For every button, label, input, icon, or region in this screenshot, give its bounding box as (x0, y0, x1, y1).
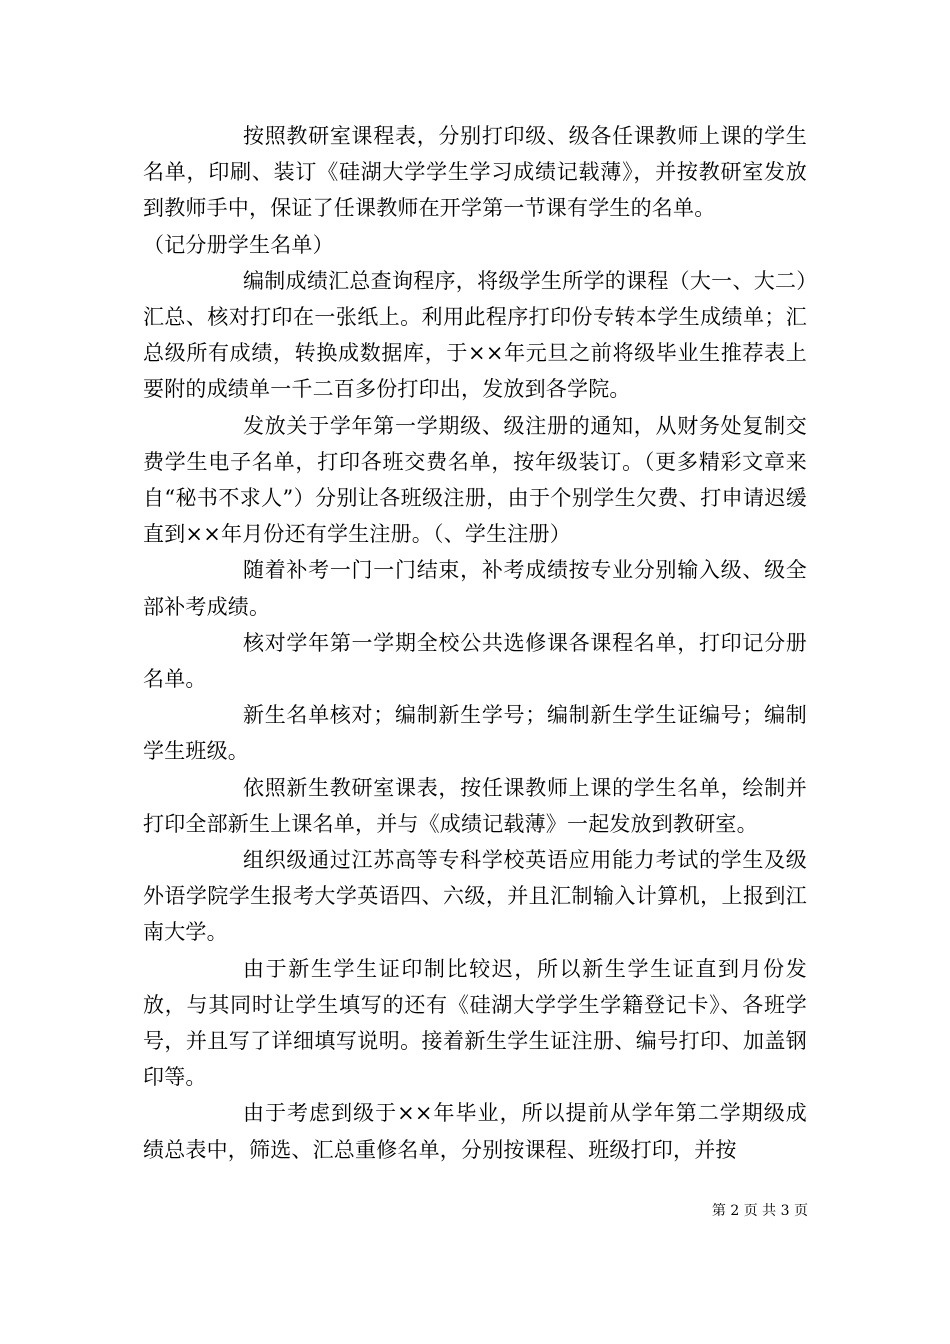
paragraph-grade-summary-program: 编制成绩汇总查询程序，将级学生所学的课程（大一、大二）汇总、核对打印在一张纸上。利用此程序打印份专转本学生成绩单；汇总级所有成绩，转换成数据库，于××年元旦之前将级毕业生推荐表上要附的成绩单一千二百多份打印出，发放到各学院。 (143, 268, 807, 402)
paragraph-new-student-ids: 新生名单核对；编制新生学号；编制新生学生证编号；编制学生班级。 (143, 703, 807, 764)
paragraph-student-cards: 由于新生学生证印制比较迟，所以新生学生证直到月份发放，与其同时让学生填写的还有《硅湖大学学生学籍登记卡》、各班学号，并且写了详细填写说明。接着新生学生证注册、编号打印、加盖钢印等。 (143, 956, 807, 1090)
paragraph-makeup-exams: 随着补考一门一门结束，补考成绩按专业分别输入级、级全部补考成绩。 (143, 558, 807, 619)
paragraph-english-exam: 组织级通过江苏高等专科学校英语应用能力考试的学生及级外语学院学生报考大学英语四、六级，并且汇制输入计算机，上报到江南大学。 (143, 848, 807, 945)
paragraph-electives-check: 核对学年第一学期全校公共选修课各课程名单，打印记分册名单。 (143, 630, 807, 692)
paragraph-print-class-lists: 按照教研室课程表，分别打印级、级各任课教师上课的学生名单，印刷、装订《硅湖大学学生学习成绩记载薄》，并按教研室发放到教师手中，保证了任课教师在开学第一节课有学生的名单。 (143, 124, 807, 221)
document-body (143, 118, 807, 1168)
paragraph-registration-notice: 发放关于学年第一学期级、级注册的通知，从财务处复制交费学生电子名单，打印各班交费名单，按年级装订。（更多精彩文章来自“秘书不求人”）分别让各班级注册，由于个别学生欠费、打申请迟缓直到××年月份还有学生注册。（、学生注册） (143, 413, 807, 547)
paragraph-gradebook-note: （记分册学生名单） (143, 232, 334, 257)
paragraph-retake-lists: 由于考虑到级于××年毕业，所以提前从学年第二学期级成绩总表中，筛选、汇总重修名单，分别按课程、班级打印，并按 (143, 1101, 807, 1162)
page-number-footer: 第 2 页 共 3 页 (711, 1203, 808, 1219)
paragraph-new-student-class-lists: 依照新生教研室课表，按任课教师上课的学生名单，绘制并打印全部新生上课名单，并与《成绩记载薄》一起发放到教研室。 (143, 775, 807, 836)
